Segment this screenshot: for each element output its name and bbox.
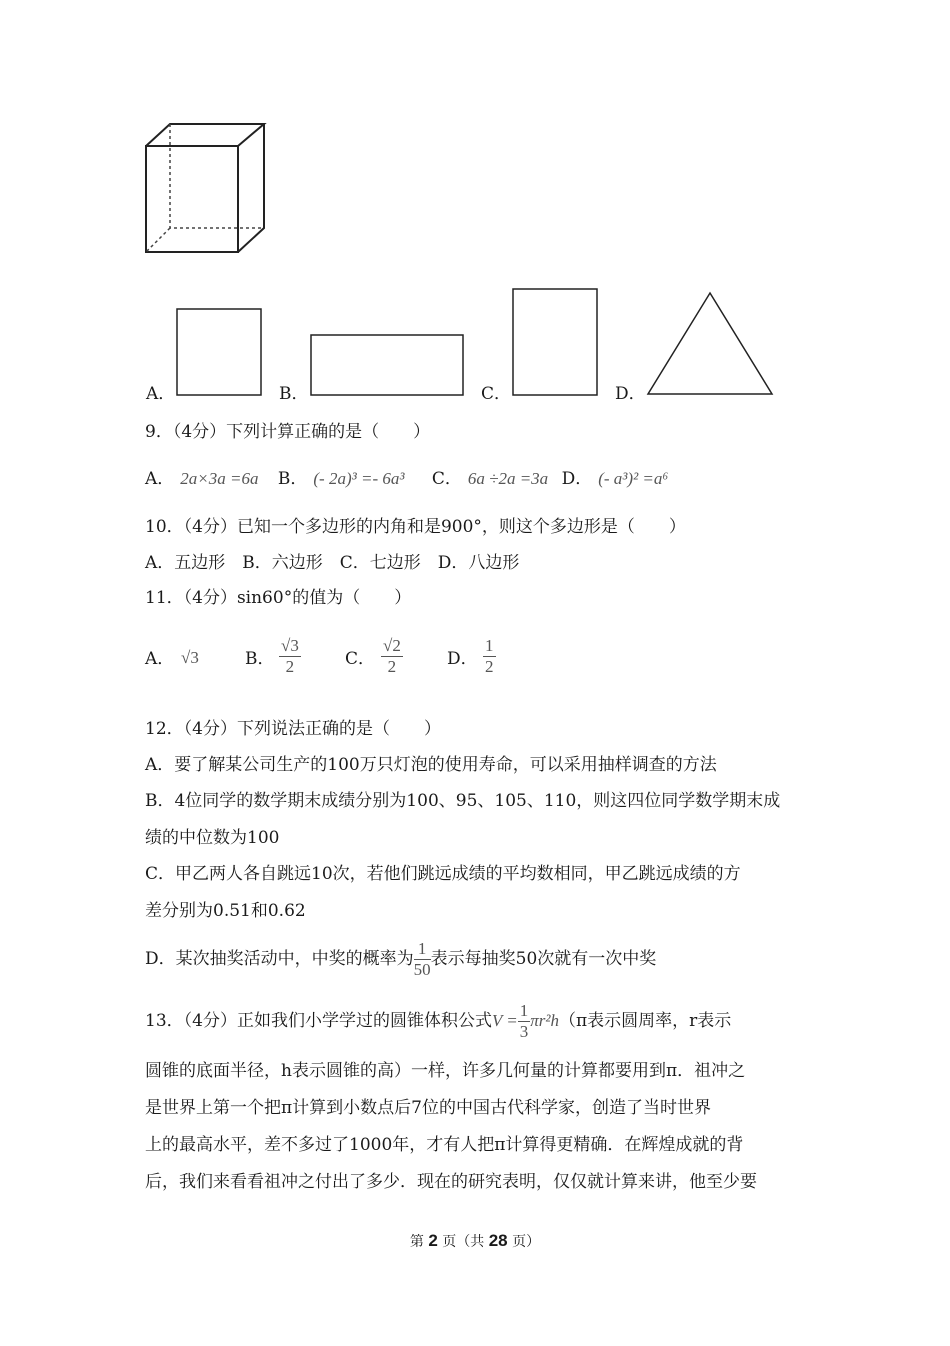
q13-stem-pre: 13．（4分）正如我们小学学过的圆锥体积公式 [145,1011,492,1031]
q11-a-label: A． [145,649,175,669]
q11-d-label: D． [447,649,478,669]
triangle-shape-icon [646,290,776,398]
q12-option-b-line1: B．4位同学的数学期末成绩分别为100、95、105、110，则这四位同学数学期末成 [145,791,781,811]
q11-b-numerator: √3 [281,636,299,655]
q13-stem-post: （π表示圆周率，r表示 [559,1011,732,1031]
q13-formula-numerator: 1 [519,1001,529,1020]
cube-icon [140,118,275,258]
footer-total-pages: 28 [488,1231,508,1250]
q9-c-label: C． [431,469,462,489]
q8-option-a-label: A． [146,384,176,404]
q12-stem: 12．（4分）下列说法正确的是（ ） [145,719,441,739]
q12-d-denominator: 50 [413,960,431,979]
q13-stem [145,998,731,1044]
q12-option-d [145,936,656,982]
q9-b-expr: (- 2a)³ =- 6a³ [313,469,405,488]
q11-c-numerator: √2 [383,636,401,655]
q11-c-fraction [381,636,403,677]
rectangle-shape-icon [310,334,466,396]
q13-formula-lhs: V = [491,1011,518,1030]
q13-line2: 圆锥的底面半径，h表示圆锥的高）一样，许多几何量的计算都要用到π．祖冲之 [145,1061,746,1081]
q13-formula-fraction [518,1001,531,1042]
footer-page-number: 2 [428,1231,438,1250]
q10-stem: 10．（4分）已知一个多边形的内角和是900°，则这个多边形是（ ） [145,517,686,537]
footer-post: 页） [512,1234,541,1250]
square-shape-icon [176,308,264,396]
q10-options: A．五边形 B．六边形 C．七边形 D．八边形 [145,553,520,573]
q11-d-denominator: 2 [485,657,494,676]
q12-option-a: A．要了解某公司生产的100万只灯泡的使用寿命，可以采用抽样调查的方法 [145,755,717,775]
q11-d-fraction [483,636,496,677]
q12-d-numerator: 1 [414,939,431,960]
q12-d-fraction [414,939,431,980]
q11-b-denominator: 2 [285,657,295,676]
q11-c-label: C． [345,649,376,669]
q11-b-fraction [279,636,301,677]
q12-d-pre: D．某次抽奖活动中，中奖的概率为 [145,949,414,969]
q12-option-c-line2: 差分别为0.51和0.62 [145,901,306,921]
q13-line5: 后，我们来看看祖冲之付出了多少．现在的研究表明，仅仅就计算来讲，他至少要 [145,1172,757,1192]
q9-c-expr: 6a ÷2a =3a [467,469,549,488]
q9-stem: 9．（4分）下列计算正确的是（ ） [145,422,431,442]
q9-d-expr: (- a³)² =a⁶ [598,469,669,488]
q12-option-c-line1: C．甲乙两人各自跳远10次，若他们跳远成绩的平均数相同，甲乙跳远成绩的方 [145,864,741,884]
tall-rectangle-shape-icon [512,288,599,396]
q12-d-post: 表示每抽奖50次就有一次中奖 [430,949,657,969]
q13-formula-rhs: πr²h [530,1011,559,1030]
footer-pre: 第 [409,1234,424,1250]
q9-a-expr: 2a×3a =6a [180,469,259,488]
q8-option-d-label: D． [615,384,646,404]
q13-formula-denominator: 3 [519,1022,529,1041]
page-footer [0,1231,950,1251]
q8-option-b-label: B． [279,384,309,404]
q9-d-label: D． [561,469,593,489]
q11-b-label: B． [245,649,275,669]
q11-d-numerator: 1 [485,636,494,655]
footer-mid: 页（共 [442,1234,485,1250]
q11-a-value: √3 [181,648,199,667]
q11-stem: 11．（4分）sin60°的值为（ ） [145,588,412,608]
q11-c-denominator: 2 [387,657,397,676]
q9-b-label: B． [277,469,308,489]
q12-option-b-line2: 绩的中位数为100 [145,828,280,848]
q13-line3: 是世界上第一个把π计算到小数点后7位的中国古代科学家，创造了当时世界 [145,1098,711,1118]
q9-options [145,467,668,491]
q9-a-label: A． [145,469,175,489]
q8-option-c-label: C． [481,384,512,404]
q13-line4: 上的最高水平，差不多过了1000年，才有人把π计算得更精确．在辉煌成就的背 [145,1135,744,1155]
